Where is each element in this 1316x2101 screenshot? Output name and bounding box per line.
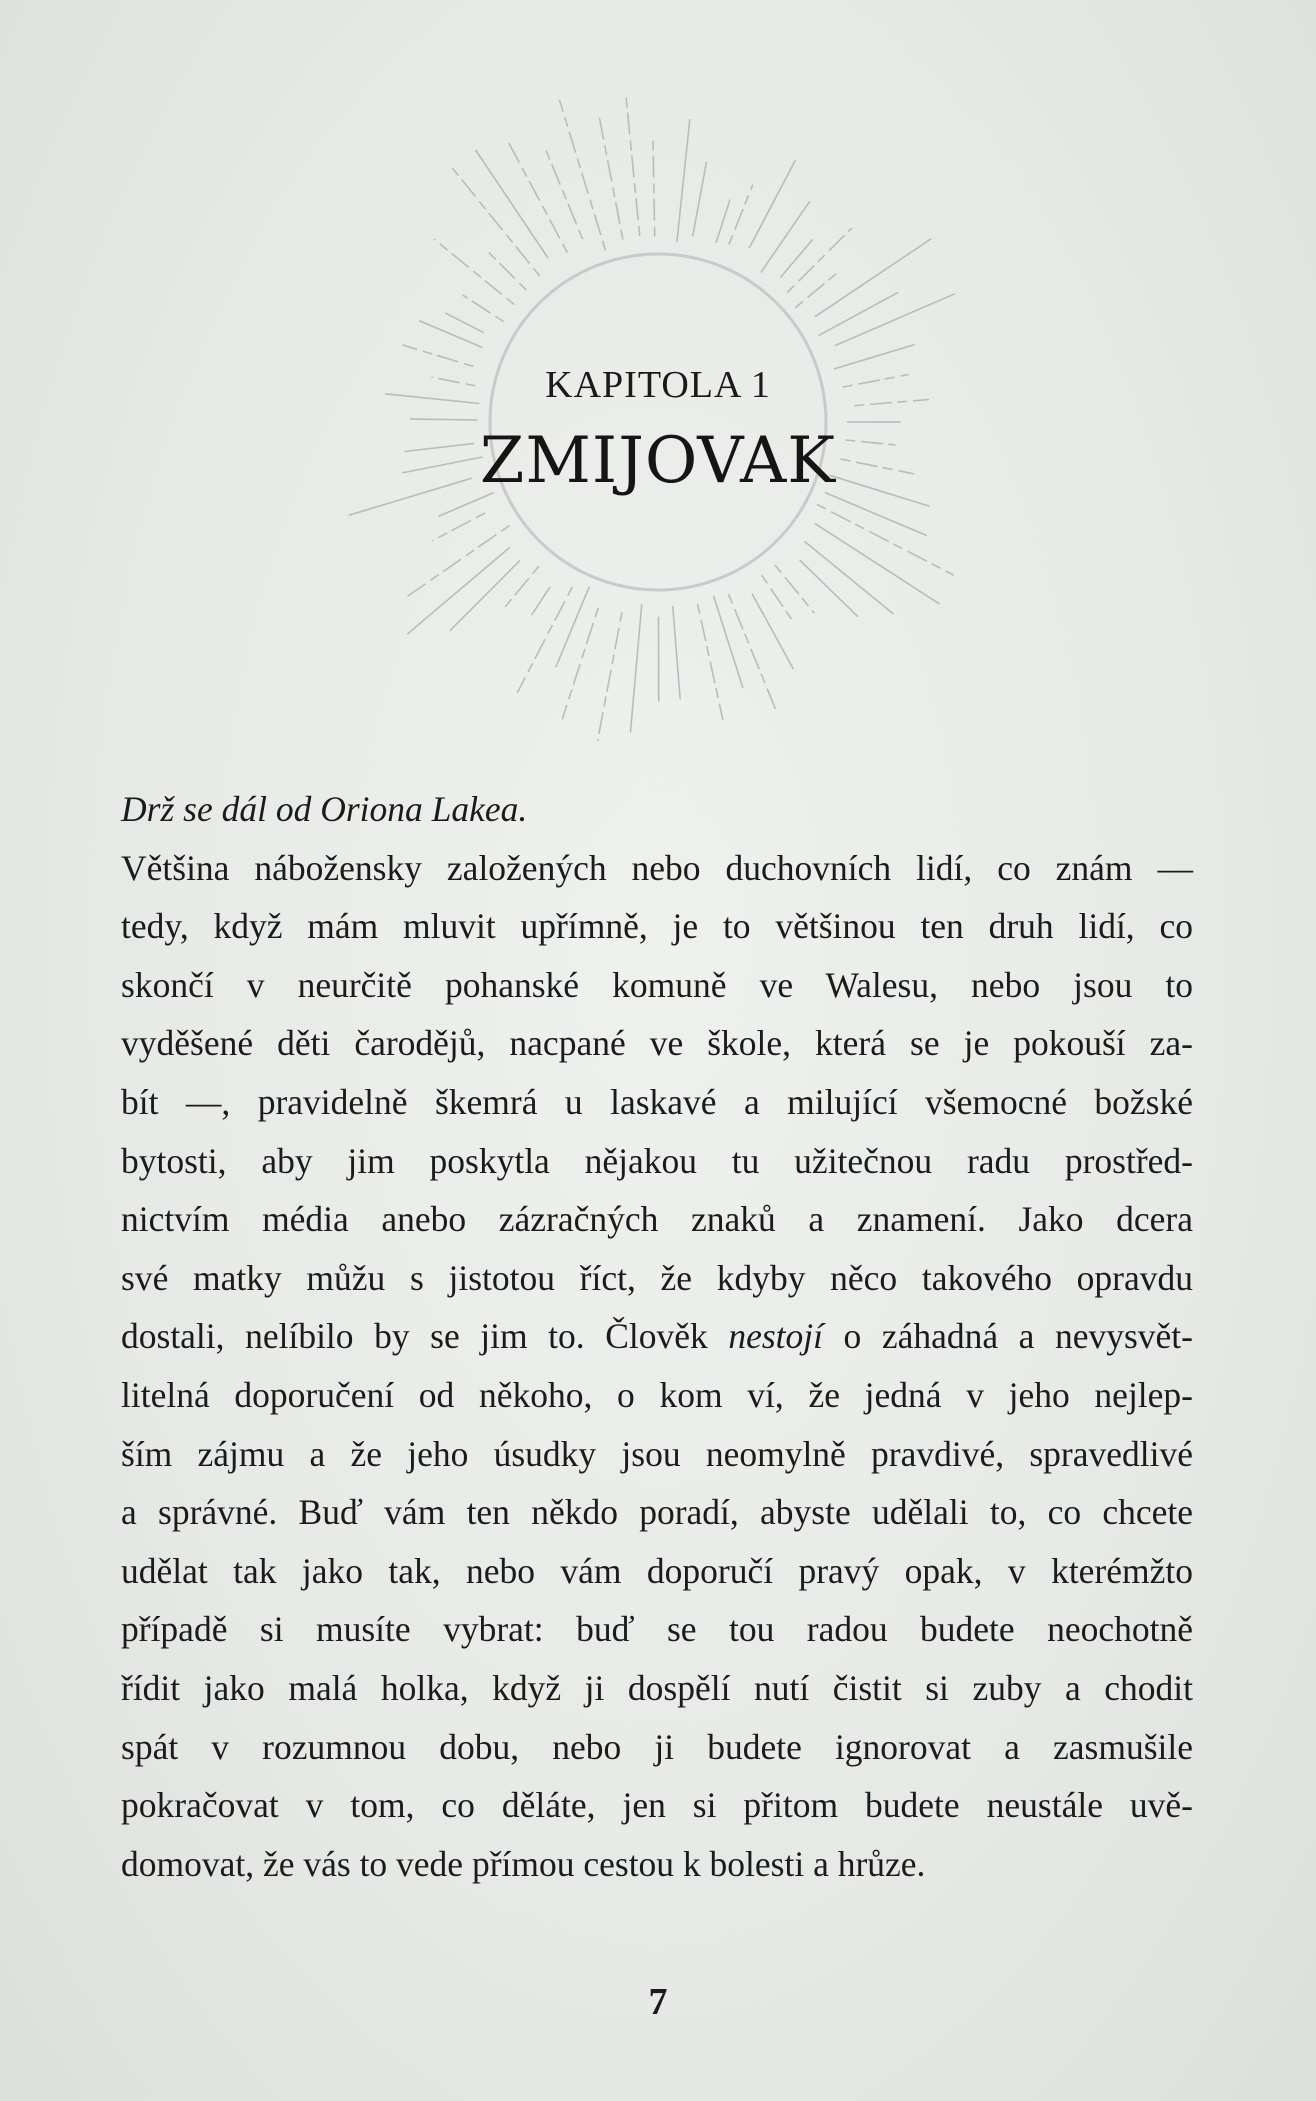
sunburst-ray — [729, 594, 777, 712]
text-line: pokračovat v tom, co děláte, jen si přitom budete neustále uvě- — [121, 1785, 1193, 1826]
sunburst-ray — [762, 575, 792, 620]
sunburst-ray — [463, 295, 504, 322]
sunburst-ray — [630, 604, 641, 733]
sunburst-ray — [673, 606, 681, 699]
chapter-label: KAPITOLA 1 — [545, 364, 771, 406]
sunburst-ray — [419, 321, 482, 348]
text-line: vyděšené děti čarodějů, nacpané ve škole, která se je pokouší za- — [121, 1023, 1193, 1064]
text-segment: o záhadná a nevysvět- — [822, 1316, 1193, 1357]
text-line-with-italic — [121, 1307, 1193, 1366]
sunburst-ray — [509, 143, 568, 253]
sunburst-ray — [835, 294, 955, 346]
sunburst-ray — [775, 565, 815, 613]
sunburst-ray — [559, 100, 605, 251]
text-line: bít —, pravidelně škemrá u laskavé a milující všemocné božské — [121, 1081, 1193, 1122]
sunburst-ray — [626, 97, 640, 237]
sunburst-ray — [819, 292, 899, 335]
text-line-last: domovat, že vás to vede přímou cestou k bolesti a hrůze. — [121, 1843, 926, 1884]
sunburst-ray — [445, 313, 484, 333]
sunburst-ray — [598, 612, 622, 741]
sunburst-ray — [434, 239, 514, 305]
text-line: a správné. Buď vám ten někdo poradí, abyste udělali to, co chcete — [121, 1492, 1193, 1533]
text-line: své matky můžu s jistotou říct, že kdyby něco takového opravdu — [121, 1257, 1193, 1298]
sunburst-ray — [599, 115, 623, 239]
text-line: ším zájmu a že jeho úsudky jsou neomylně pravdivé, spravedlivé — [121, 1433, 1193, 1474]
sunburst-ray — [716, 200, 730, 243]
sunburst-ray — [795, 271, 840, 308]
sunburst-ray — [714, 596, 744, 689]
sunburst-ray — [817, 504, 954, 575]
sunburst-ray — [749, 160, 795, 248]
epigraph: Drž se dál od Oriona Lakea. — [121, 789, 528, 829]
sunburst-ray — [729, 185, 753, 245]
text-line: tedy, když mám mluvit upřímně, je to většinou ten druh lidí, co — [121, 906, 1193, 947]
sunburst-ray — [486, 250, 526, 290]
sunburst-ray — [752, 594, 793, 670]
text-line: skončí v neurčitě pohanské komuně ve Walesu, nebo jsou to — [121, 964, 1193, 1005]
sunburst-ray — [432, 513, 485, 541]
sunburst-ray — [505, 566, 539, 607]
text-segment: dostali, nelíbilo by se jim to. Člověk — [121, 1316, 729, 1357]
italic-word: nestojí — [728, 1316, 823, 1357]
body-text — [121, 780, 1193, 1893]
sunburst-ray — [410, 419, 477, 420]
text-line: litelná doporučení od někoho, o kom ví, že jedná v jeho nejlep- — [121, 1374, 1193, 1415]
text-line: řídit jako malá holka, když ji dospělí nutí čistit si zuby a chodit — [121, 1667, 1193, 1708]
sunburst-ray — [787, 228, 852, 293]
text-line: spát v rozumnou dobu, nebo ji budete ignorovat a zasmušile — [121, 1726, 1193, 1767]
sunburst-ray — [562, 608, 598, 719]
sunburst-ray — [698, 604, 723, 720]
page-number: 7 — [648, 1981, 668, 2023]
text-line: udělat tak jako tak, nebo vám doporučí pravý opak, v kterémžto — [121, 1550, 1193, 1591]
chapter-title: ZMIJOVAK — [479, 424, 837, 498]
text-line: případě si musíte vybrat: buď se tou radou budete neochotně — [121, 1609, 1193, 1650]
sunburst-ray — [677, 119, 690, 242]
sunburst-ray — [556, 587, 590, 668]
sunburst-ray — [532, 587, 550, 615]
sunburst-ray — [825, 493, 927, 536]
sunburst-ray — [653, 141, 655, 237]
sunburst-ray — [800, 560, 858, 617]
text-line: nictvím média anebo zázračných znaků a znamení. Jako dcera — [121, 1199, 1193, 1240]
main-paragraph — [121, 839, 1193, 1894]
text-line: bytosti, aby jim poskytla nějakou tu užitečnou radu prostřed- — [121, 1140, 1193, 1181]
text-line: Většina nábožensky založených nebo duchovních lidí, co znám — — [121, 847, 1193, 888]
sunburst-ray — [450, 560, 520, 630]
sunburst-ray — [517, 587, 572, 693]
sunburst-ray — [693, 162, 707, 237]
